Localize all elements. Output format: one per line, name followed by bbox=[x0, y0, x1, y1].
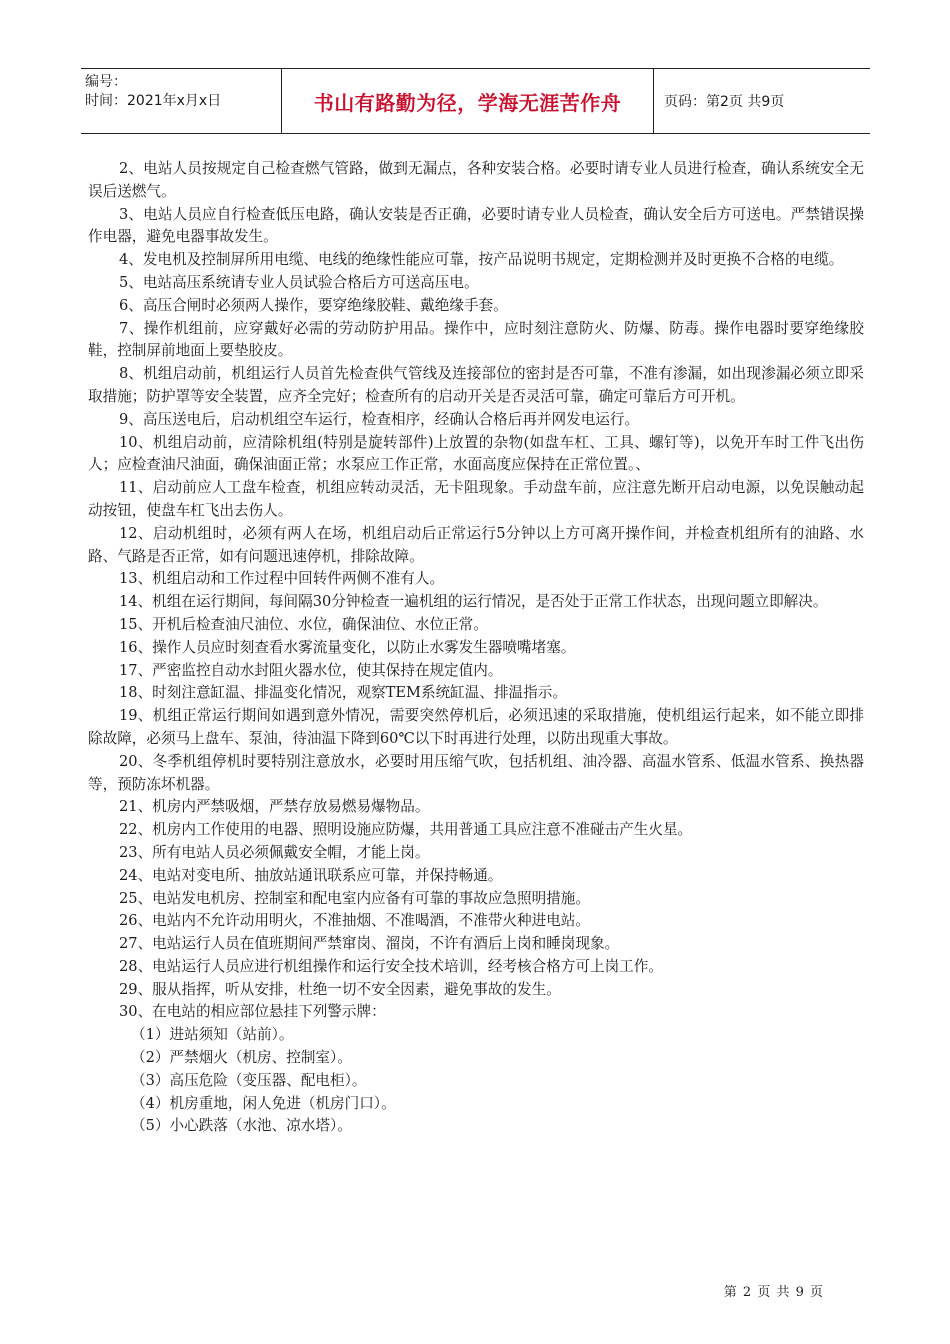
paragraph: 16、操作人员应时刻查看水雾流量变化，以防止水雾发生器喷嘴堵塞。 bbox=[119, 638, 576, 656]
paragraph: 25、电站发电机房、控制室和配电室内应备有可靠的事故应急照明措施。 bbox=[119, 889, 590, 907]
document-body bbox=[88, 158, 864, 1138]
warning-sign-item: （5）小心跌落（水池、凉水塔）。 bbox=[131, 1117, 352, 1135]
paragraph: 12、启动机组时，必须有两人在场，机组启动后正常运行5分钟以上方可离开操作间，并检查机组所有的油路、水路、气路是否正常，如有问题迅速停机，排除故障。 bbox=[88, 524, 864, 565]
paragraph: 29、服从指挥，听从安排，杜绝一切不安全因素，避免事故的发生。 bbox=[119, 980, 561, 998]
paragraph: 10、机组启动前，应清除机组(特别是旋转部件)上放置的杂物(如盘车杠、工具、螺钉等)，以免开车时工件飞出伤人；应检查油尺油面，确保油面正常；水泵应工作正常，水面高度应保持在正常位置。、 bbox=[88, 433, 864, 474]
paragraph: 6、高压合闸时必须两人操作，要穿绝缘胶鞋、戴绝缘手套。 bbox=[119, 296, 508, 314]
paragraph: 17、严密监控自动水封阻火器水位，使其保持在规定值内。 bbox=[119, 661, 503, 679]
paragraph: 19、机组正常运行期间如遇到意外情况，需要突然停机后，必须迅速的采取措施，使机组运行起来，如不能立即排除故障，必须马上盘车、泵油，待油温下降到60℃以下时再进行处理，以防出现重大事故。 bbox=[88, 707, 864, 747]
paragraph: 9、高压送电后，启动机组空车运行，检查相序，经确认合格后再并网发电运行。 bbox=[119, 410, 640, 428]
document-number-label: 编号： bbox=[85, 74, 127, 90]
page-header bbox=[81, 68, 870, 134]
paragraph: 18、时刻注意缸温、排温变化情况，观察TEM系统缸温、排温指示。 bbox=[119, 684, 567, 702]
paragraph: 11、启动前应人工盘车检查，机组应转动灵活，无卡阻现象。手动盘车前，应注意先断开启动电源，以免误触动起动按钮，使盘车杠飞出去伤人。 bbox=[88, 479, 864, 519]
warning-sign-item: （1）进站须知（站前）。 bbox=[131, 1026, 294, 1044]
header-page-number: 页码：第2页 共9页 bbox=[664, 94, 785, 110]
paragraph: 13、机组启动和工作过程中回转件两侧不准有人。 bbox=[119, 570, 445, 588]
paragraph: 21、机房内严禁吸烟，严禁存放易燃易爆物品。 bbox=[119, 798, 430, 816]
paragraph: 5、电站高压系统请专业人员试验合格后方可送高压电。 bbox=[119, 273, 479, 291]
paragraph: 3、电站人员应自行检查低压电路，确认安装是否正确，必要时请专业人员检查，确认安全后方可送电。严禁错误操作电器，避免电器事故发生。 bbox=[88, 205, 864, 246]
document-time-label: 时间：2021年x月x日 bbox=[85, 93, 222, 109]
paragraph: 23、所有电站人员必须佩戴安全帽，才能上岗。 bbox=[119, 843, 430, 861]
paragraph: 8、机组启动前，机组运行人员首先检查供气管线及连接部位的密封是否可靠，不准有渗漏，如出现渗漏必须立即采取措施；防护罩等安全装置，应齐全完好；检查所有的启动开关是否灵活可靠，确定可靠后方可开机。 bbox=[88, 365, 864, 405]
page-footer: 第 2 页 共 9 页 bbox=[723, 1285, 824, 1300]
paragraph: 7、操作机组前，应穿戴好必需的劳动防护用品。操作中，应时刻注意防火、防爆、防毒。操作电器时要穿绝缘胶鞋，控制屏前地面上要垫胶皮。 bbox=[88, 319, 864, 360]
paragraph: 27、电站运行人员在值班期间严禁窜岗、溜岗，不许有酒后上岗和睡岗现象。 bbox=[119, 935, 620, 953]
header-info-cell bbox=[81, 69, 282, 133]
header-slogan: 书山有路勤为径，学海无涯苦作舟 bbox=[282, 69, 654, 133]
paragraph: 28、电站运行人员应进行机组操作和运行安全技术培训，经考核合格方可上岗工作。 bbox=[119, 957, 663, 975]
paragraph: 26、电站内不允许动用明火，不准抽烟、不准喝酒，不准带火种进电站。 bbox=[119, 912, 590, 930]
paragraph: 20、冬季机组停机时要特别注意放水，必要时用压缩气吹，包括机组、油冷器、高温水管系、低温水管系、换热器等，预防冻坏机器。 bbox=[88, 752, 864, 793]
paragraph: 30、在电站的相应部位悬挂下列警示牌： bbox=[119, 1003, 386, 1021]
warning-sign-item: （4）机房重地，闲人免进（机房门口）。 bbox=[131, 1094, 396, 1112]
paragraph: 22、机房内工作使用的电器、照明设施应防爆，共用普通工具应注意不准碰击产生火星。 bbox=[119, 821, 693, 839]
paragraph: 14、机组在运行期间，每间隔30分钟检查一遍机组的运行情况，是否处于正常工作状态，出现问题立即解决。 bbox=[119, 593, 828, 611]
warning-sign-item: （3）高压危险（变压器、配电柜）。 bbox=[131, 1071, 367, 1089]
warning-sign-item: （2）严禁烟火（机房、控制室）。 bbox=[131, 1049, 352, 1067]
paragraph: 24、电站对变电所、抽放站通讯联系应可靠，并保持畅通。 bbox=[119, 866, 503, 884]
paragraph: 4、发电机及控制屏所用电缆、电线的绝缘性能应可靠，按产品说明书规定，定期检测并及时更换不合格的电缆。 bbox=[119, 251, 844, 269]
paragraph: 2、电站人员按规定自己检查燃气管路，做到无漏点，各种安装合格。必要时请专业人员进行检查，确认系统安全无误后送燃气。 bbox=[88, 160, 864, 200]
paragraph: 15、开机后检查油尺油位、水位，确保油位、水位正常。 bbox=[119, 615, 488, 633]
